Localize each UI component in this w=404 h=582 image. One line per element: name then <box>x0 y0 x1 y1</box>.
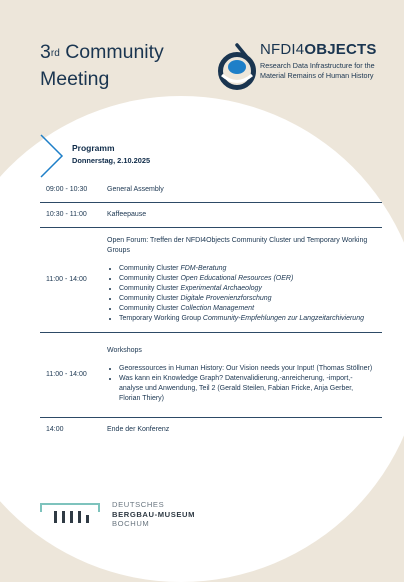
chevron-right-icon <box>40 134 64 178</box>
schedule-title: Open Forum: Treffen der NFDI4Objects Community Cluster und Temporary Working Groups <box>107 237 368 254</box>
schedule-time: 10:30 - 11:00 <box>46 211 87 218</box>
schedule-time: 11:00 - 14:00 <box>46 276 87 283</box>
schedule-table <box>40 178 382 442</box>
page-title: 3rd Community Meeting <box>40 41 164 90</box>
list-item: • Community Cluster FDM-Beratung <box>119 264 376 274</box>
schedule-row <box>40 178 382 203</box>
list-item: • Georessources in Human History: Our Vision needs your Input! (Thomas Stöllner) <box>119 364 376 374</box>
logo-tagline: Research Data Infrastructure for the Material Remains of Human History <box>260 61 375 81</box>
cluster-list <box>107 264 376 324</box>
museum-logo-icon <box>40 500 100 532</box>
schedule-time: 11:00 - 14:00 <box>46 371 87 378</box>
list-item: • Community Cluster Collection Management <box>119 304 376 314</box>
schedule-row <box>40 333 382 418</box>
list-item: • Temporary Working Group Community-Empfehlungen zur Langzeitarchivierung <box>119 314 376 324</box>
schedule-row <box>40 203 382 228</box>
logo-name: NFDI4OBJECTS <box>260 41 377 58</box>
schedule-time: 09:00 - 10:30 <box>46 186 88 193</box>
schedule-title: Kaffeepause <box>107 211 147 218</box>
schedule-title: Ende der Konferenz <box>107 426 170 433</box>
list-item: • Community Cluster Open Educational Resources (OER) <box>119 274 376 284</box>
museum-name: DEUTSCHES BERGBAU-MUSEUM BOCHUM <box>112 500 196 529</box>
list-item: • Community Cluster Digitale Provenienzforschung <box>119 294 376 304</box>
schedule-row <box>40 418 382 442</box>
schedule-title: General Assembly <box>107 186 164 193</box>
nfdi4objects-logo-icon <box>216 41 258 93</box>
schedule-title: Workshops <box>107 347 142 354</box>
list-item: • Community Cluster Experimental Archaeology <box>119 284 376 294</box>
program-title: Programm <box>72 143 115 153</box>
workshop-list <box>107 364 376 404</box>
list-item: • Was kann ein Knowledge Graph? Datenvalidierung,-anreicherung, -import,-analyse und Anwendung, Teil 2 (Gerald Steilen, Fabian Fricke, Anja Gerber, Florian Thiery) <box>119 374 376 404</box>
schedule-row <box>40 228 382 333</box>
program-date: Donnerstag, 2.10.2025 <box>72 156 151 165</box>
schedule-time: 14:00 <box>46 426 64 433</box>
